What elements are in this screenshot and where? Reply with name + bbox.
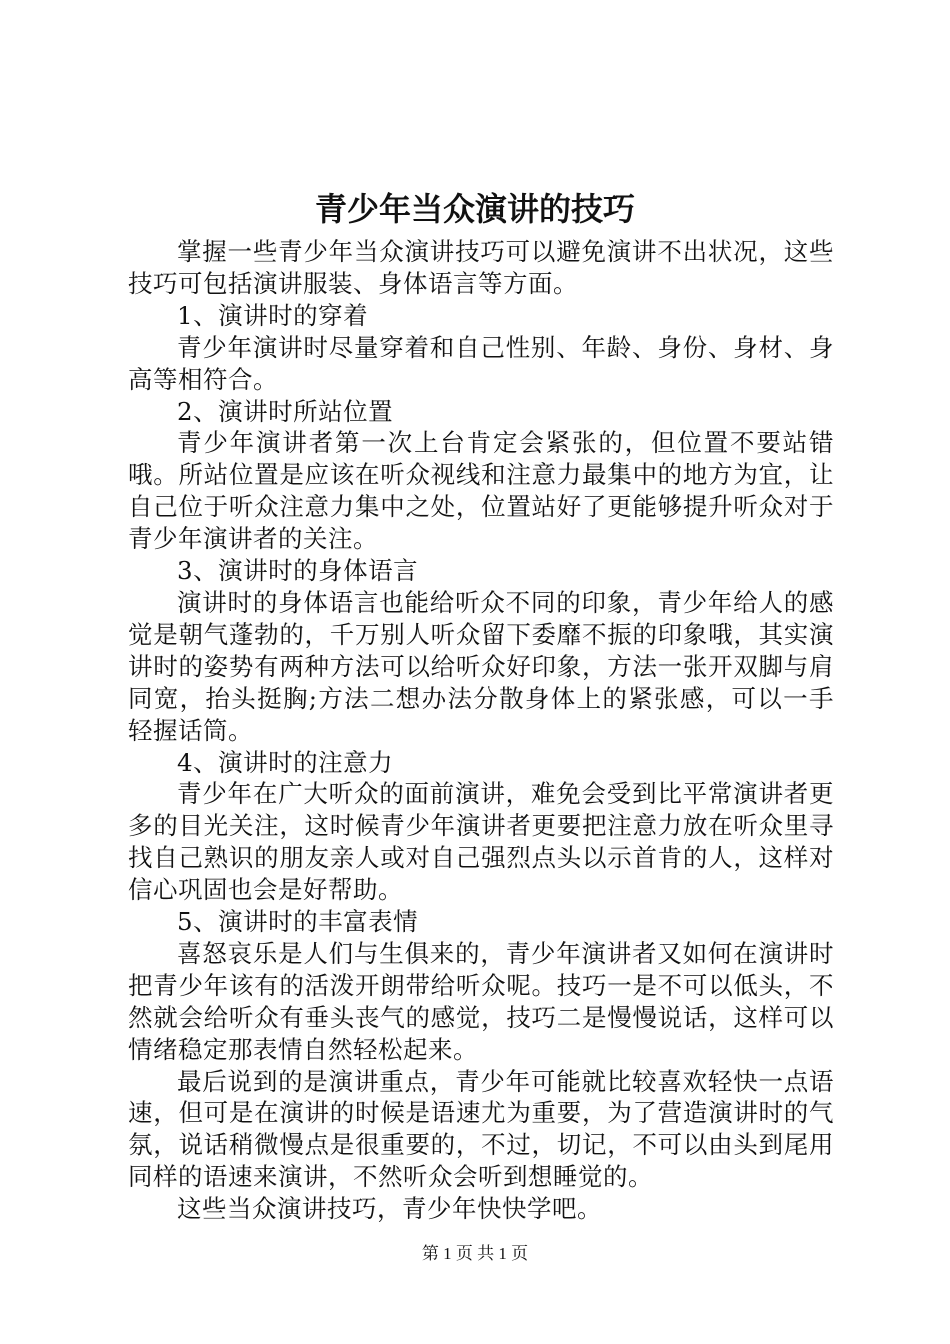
paragraph-closing: 这些当众演讲技巧，青少年快快学吧。 [177, 1194, 602, 1224]
intro-paragraph: 掌握一些青少年当众演讲技巧可以避免演讲不出状况，这些技巧可包括演讲服装、身体语言等方面。 [128, 237, 834, 298]
document-title: 青少年当众演讲的技巧 [314, 190, 635, 228]
document-body [128, 236, 834, 1225]
paragraph-attire: 青少年演讲时尽量穿着和自己性别、年龄、身份、身材、身高等相符合。 [128, 332, 834, 394]
paragraph-speed: 最后说到的是演讲重点，青少年可能就比较喜欢轻快一点语速，但可是在演讲的时候是语速尤为重要，为了营造演讲时的气氛，说话稍微慢点是很重要的，不过，切记，不可以由头到尾用同样的语速来演讲，不然听众会听到想睡觉的。 [128, 1066, 834, 1192]
paragraph-attention: 青少年在广大听众的面前演讲，难免会受到比平常演讲者更多的目光关注，这时候青少年演讲者更要把注意力放在听众里寻找自己熟识的朋友亲人或对自己强烈点头以示首肯的人，这样对信心巩固也会是好帮助。 [128, 779, 834, 905]
section-heading-attention: 4、演讲时的注意力 [177, 747, 394, 777]
paragraph-expression: 喜怒哀乐是人们与生俱来的，青少年演讲者又如何在演讲时把青少年该有的活泼开朗带给听众呢。技巧一是不可以低头，不然就会给听众有垂头丧气的感觉，技巧二是慢慢说话，这样可以情绪稳定那表情自然轻松起来。 [128, 938, 834, 1064]
section-heading-attire: 1、演讲时的穿着 [177, 300, 369, 330]
paragraph-body-language: 演讲时的身体语言也能给听众不同的印象，青少年给人的感觉是朝气蓬勃的，千万别人听众留下委靡不振的印象哦，其实演讲时的姿势有两种方法可以给听众好印象，方法一张开双脚与肩同宽，抬头挺胸;方法二想办法分散身体上的紧张感，可以一手轻握话筒。 [128, 587, 834, 745]
section-heading-position: 2、演讲时所站位置 [177, 396, 394, 426]
page-footer: 第 1 页 共 1 页 [421, 1244, 529, 1263]
section-heading-expression: 5、演讲时的丰富表情 [177, 907, 419, 937]
paragraph-position: 青少年演讲者第一次上台肯定会紧张的，但位置不要站错哦。所站位置是应该在听众视线和注意力最集中的地方为宜，让自己位于听众注意力集中之处，位置站好了更能够提升听众对于青少年演讲者的关注。 [128, 428, 834, 554]
section-heading-body-language: 3、演讲时的身体语言 [177, 556, 419, 586]
